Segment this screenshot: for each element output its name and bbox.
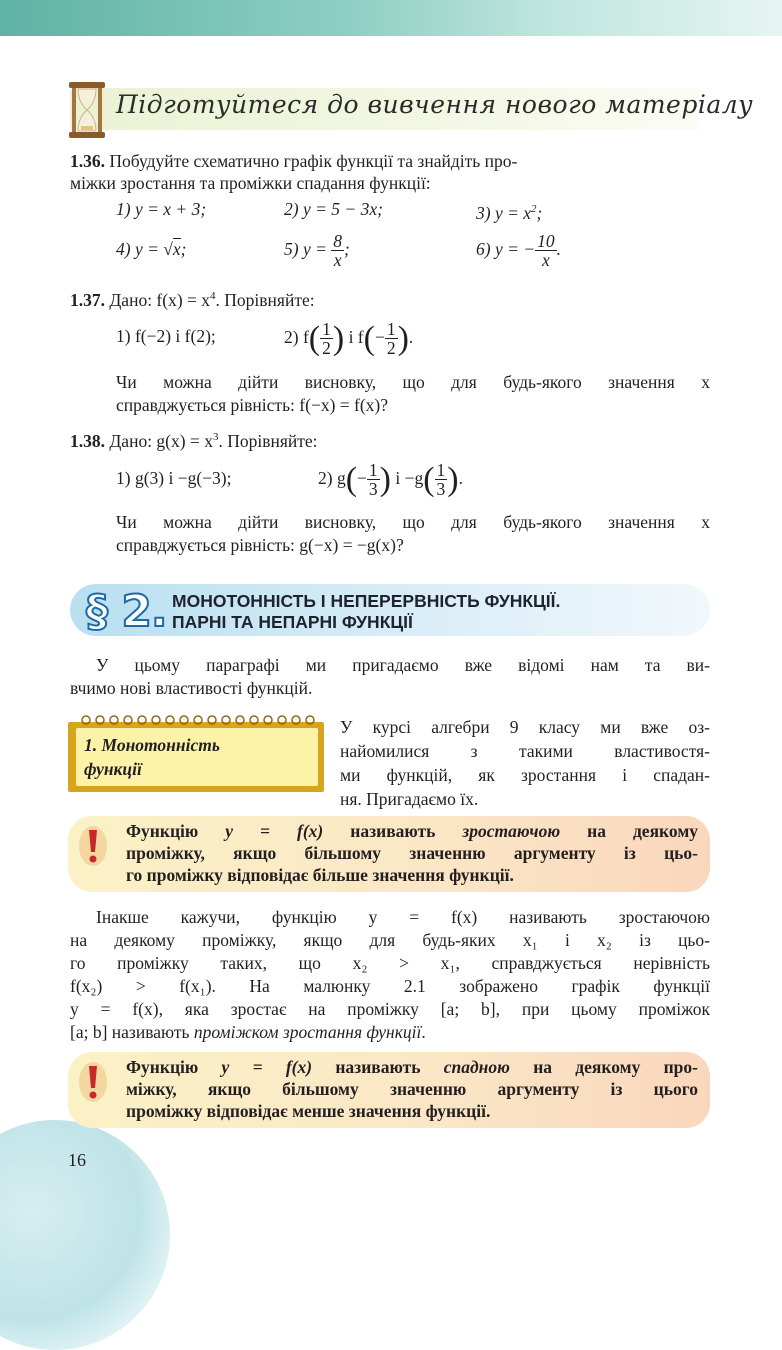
ex137-question-line1: Чи можна дійти висновку, що для будь-якого значення x [116, 372, 710, 392]
ex137-question-line2: справджується рівність: f(−x) = f(x)? [116, 395, 389, 415]
ex137-item1: 1) f(−2) і f(2); [116, 326, 216, 346]
ex138-question-line2: справджується рівність: g(−x) = −g(x)? [116, 535, 404, 555]
definition-decreasing: Функцію y = f(x) називають спадною на деякому про- міжку, якщо більшому значенню аргументу із цього проміжку відповідає менше значення функції. [126, 1057, 698, 1121]
ex138-item1: 1) g(3) і −g(−3); [116, 468, 232, 488]
side-line4: ня. Пригадаємо їх. [340, 789, 479, 809]
ex136-item3: 3) $y = x^2$; [476, 202, 543, 223]
section-title: МОНОТОННІСТЬ І НЕПЕРЕРВНІСТЬ ФУНКЦІЇ. ПАРНІ ТА НЕПАРНІ ФУНКЦІЇ [172, 591, 561, 632]
ex136-item6: 6) y = − $\frac{10}{x}$ . [476, 231, 561, 271]
ex138-question-line1: Чи можна дійти висновку, що для будь-якого значення x [116, 512, 710, 532]
prep-title: Підготуйтеся до вивчення нового матеріалу [116, 90, 754, 119]
para-line1: Інакше кажучи, функцію y = f(x) називають зростаючою [96, 907, 710, 927]
side-line1: У курсі алгебри 9 класу ми вже оз- [340, 717, 710, 737]
para-line3: го проміжку таких, що x₂ > x₁, справджується нерівність [70, 953, 710, 973]
side-line3: ми функцій, як зростання і спадан- [340, 765, 710, 785]
ex136-number: 1.36. [70, 151, 105, 171]
side-line2: найомилися з такими властивостя- [340, 741, 710, 761]
ex138-item2: 2) g(− $\frac{1}{3}$ ) і −g( $\frac{1}{3}$ ). [318, 460, 463, 500]
ex138-number: 1.38. [70, 430, 105, 451]
definition-increasing: Функцію y = f(x) називають зростаючою на деякому проміжку, якщо більшому значенню аргументу із цьо- го проміжку відповідає більше значення функції. [126, 821, 698, 885]
ex136-line1: 1.36. Побудуйте схематично графік функції та знайдіть про- [70, 151, 518, 171]
para-line2: на деякому проміжку, якщо для будь-яких x₁ і x₂ із цьо- [70, 930, 710, 950]
ex136-line2: міжки зростання та проміжки спадання функції: [70, 173, 431, 193]
ex136-item4: 4) y = √x; [116, 239, 187, 259]
topic-note-title: 1. Монотонність функції [84, 735, 220, 779]
para-line6: [a; b] називають проміжком зростання функції. [70, 1022, 426, 1042]
section-number: § 2. [86, 586, 167, 637]
page-number: 16 [68, 1150, 86, 1170]
intro-line2: вчимо нові властивості функцій. [70, 678, 313, 698]
ex137-item2: 2) f( $\frac{1}{2}$ ) і f(− $\frac{1}{2}$ ). [284, 319, 414, 359]
ex136-item1: 1) y = x + 3; [116, 199, 207, 219]
hourglass-icon [66, 80, 108, 140]
ex136-item2: 2) y = 5 − 3x; [284, 199, 383, 219]
exclamation-icon [78, 824, 108, 868]
ex138-given: 1.38. Дано: $g(x) = x^3$. Порівняйте: [70, 430, 318, 451]
ex136-item5: 5) y = $\frac{8}{x}$ ; [284, 231, 350, 271]
para-line4: f(x₂) > f(x₁). На малюнку 2.1 зображено графік функції [70, 976, 710, 996]
ex137-number: 1.37. [70, 289, 105, 310]
spiral-binding-icon [78, 712, 318, 728]
intro-line1: У цьому параграфі ми пригадаємо вже відомі нам та ви- [96, 655, 710, 675]
para-line5: y = f(x), яка зростає на проміжку [a; b], при цьому проміжок [70, 999, 710, 1019]
exclamation-icon [78, 1060, 108, 1104]
ex137-given: 1.37. Дано: $f(x) = x^4$. Порівняйте: [70, 289, 315, 310]
top-decor-band [0, 0, 782, 36]
